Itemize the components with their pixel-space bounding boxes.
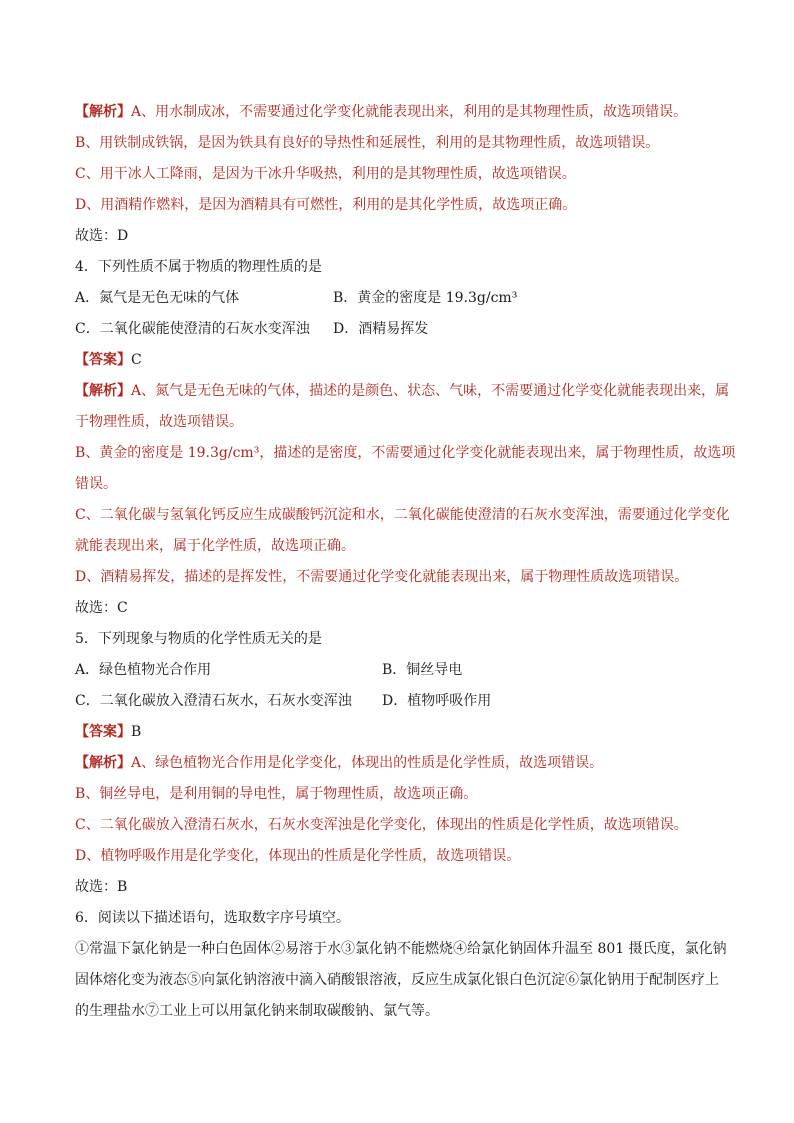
answer-tag: 【答案】 xyxy=(75,352,131,368)
q6-text-line-3: 的生理盐水⑦工业上可以用氯化钠来制取碳酸钠、氯气等。 xyxy=(75,1003,439,1019)
q4-options-row-1 xyxy=(75,283,725,314)
document-page xyxy=(75,97,736,1027)
q5-analysis-c: C、二氧化碳放入澄清石灰水，石灰水变浑浊是化学变化，体现出的性质是化学性质，故选项错误。 xyxy=(75,817,688,833)
analysis-tag: 【解析】 xyxy=(75,104,131,120)
q5-answer xyxy=(75,717,725,748)
answer-value: B xyxy=(131,724,142,740)
q3-analysis-d: D、用酒精作燃料，是因为酒精具有可燃性，利用的是其化学性质，故选项正确。 xyxy=(75,197,577,213)
q4-question: 4．下列性质不属于物质的物理性质的是 xyxy=(75,259,322,275)
q6-text-line-2: 固体熔化变为液态⑤向氯化钠溶液中滴入硝酸银溶液，反应生成氯化银白色沉淀⑥氯化钠用于配制医疗上 xyxy=(75,972,719,988)
q4-analysis-a-1 xyxy=(75,376,730,407)
analysis-text: A、用水制成冰，不需要通过化学变化就能表现出来，利用的是其物理性质，故选项错误。 xyxy=(131,104,688,120)
q4-choice: 故选：C xyxy=(75,600,128,616)
analysis-text: A、氮气是无色无味的气体，描述的是颜色、状态、气味，不需要通过化学变化就能表现出来，属 xyxy=(131,383,730,399)
q5-analysis-b: B、铜丝导电，是利用铜的导电性，属于物理性质，故选项正确。 xyxy=(75,786,478,802)
analysis-tag: 【解析】 xyxy=(75,755,131,771)
q5-options-row-1 xyxy=(75,655,725,686)
q4-analysis-c-1: C、二氧化碳与氢氧化钙反应生成碳酸钙沉淀和水，二氧化碳能使澄清的石灰水变浑浊，需要通过化学变化 xyxy=(75,507,730,523)
q4-options-row-2 xyxy=(75,314,725,345)
q5-options-row-2 xyxy=(75,686,725,717)
analysis-text: A、绿色植物光合作用是化学变化，体现出的性质是化学性质，故选项错误。 xyxy=(131,755,604,771)
q4-option-a: A．氮气是无色无味的气体 xyxy=(75,290,240,306)
q4-option-b: B．黄金的密度是 19.3g/cm³ xyxy=(333,290,518,306)
q5-analysis-a xyxy=(75,748,725,779)
q6-text-line-1: ①常温下氯化钠是一种白色固体②易溶于水③氯化钠不能燃烧④给氯化钠固体升温至 801 摄氏度，氯化钠 xyxy=(75,941,727,957)
q5-option-a: A．绿色植物光合作用 xyxy=(75,662,212,678)
q4-answer xyxy=(75,345,725,376)
q5-option-c: C．二氧化碳放入澄清石灰水，石灰水变浑浊 xyxy=(75,693,352,709)
answer-value: C xyxy=(131,352,142,368)
q4-option-c: C．二氧化碳能使澄清的石灰水变浑浊 xyxy=(75,321,310,337)
q4-analysis-a-2: 于物理性质，故选项错误。 xyxy=(75,414,243,430)
q5-question: 5．下列现象与物质的化学性质无关的是 xyxy=(75,631,322,647)
analysis-tag: 【解析】 xyxy=(75,383,131,399)
q4-analysis-c-2: 就能表现出来，属于化学性质，故选项正确。 xyxy=(75,538,355,554)
q4-analysis-b-2: 错误。 xyxy=(75,476,117,492)
q3-analysis-b: B、用铁制成铁锅，是因为铁具有良好的导热性和延展性，利用的是其物理性质，故选项错误。 xyxy=(75,135,660,151)
q5-analysis-d: D、植物呼吸作用是化学变化，体现出的性质是化学性质，故选项错误。 xyxy=(75,848,521,864)
q3-analysis-a xyxy=(75,97,725,128)
q6-question: 6．阅读以下描述语句，选取数字序号填空。 xyxy=(75,910,350,926)
q4-option-d: D．酒精易挥发 xyxy=(333,321,429,337)
q4-analysis-d: D、酒精易挥发，描述的是挥发性，不需要通过化学变化就能表现出来，属于物理性质故选项错误。 xyxy=(75,569,689,585)
q5-choice: 故选：B xyxy=(75,879,128,895)
answer-tag: 【答案】 xyxy=(75,724,131,740)
q3-analysis-c: C、用干冰人工降雨，是因为干冰升华吸热，利用的是其物理性质，故选项错误。 xyxy=(75,166,576,182)
q3-choice: 故选：D xyxy=(75,228,129,244)
q5-option-b: B．铜丝导电 xyxy=(382,662,463,678)
q4-analysis-b-1: B、黄金的密度是 19.3g/cm³，描述的是密度，不需要通过化学变化就能表现出来，属于物理性质，故选项 xyxy=(75,445,736,461)
q5-option-d: D．植物呼吸作用 xyxy=(382,693,492,709)
